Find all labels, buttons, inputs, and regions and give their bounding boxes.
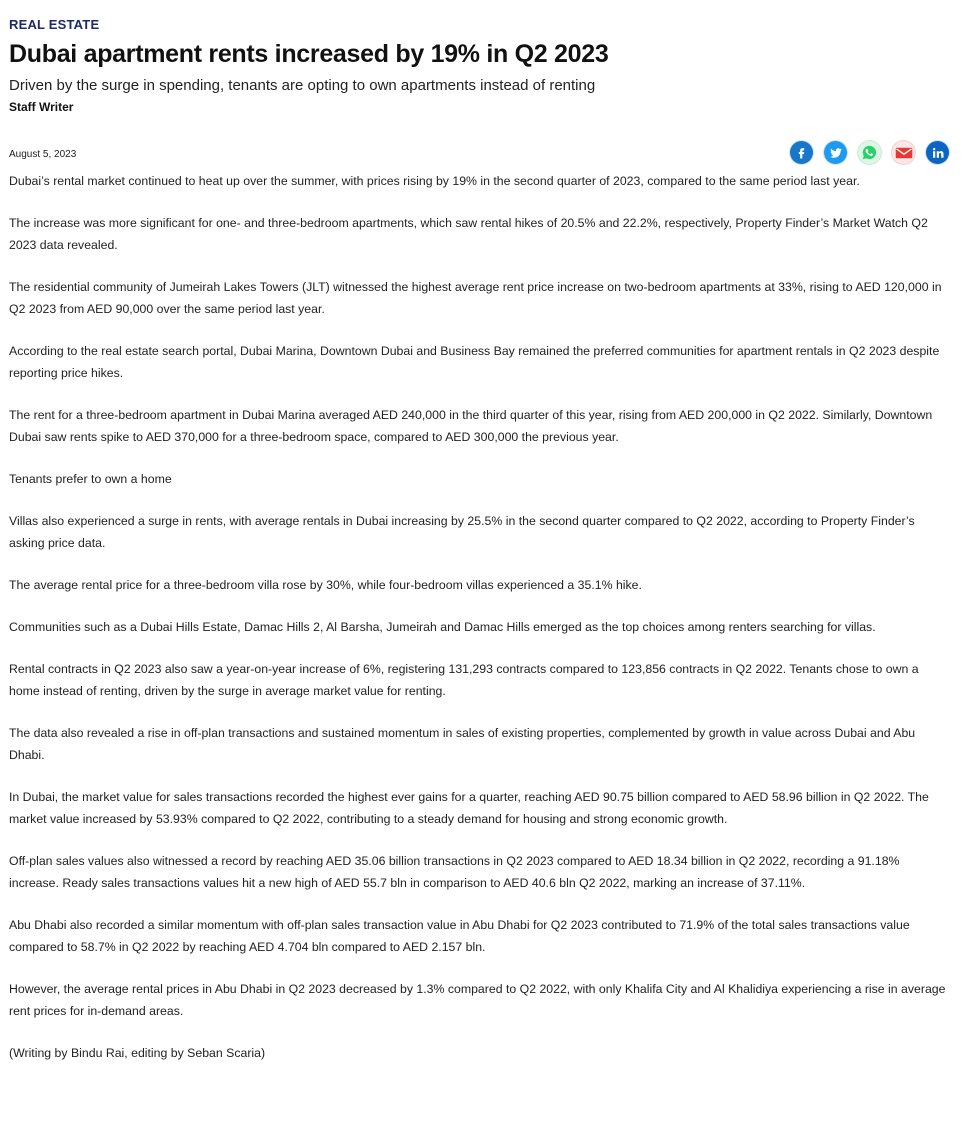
paragraph: The rent for a three-bedroom apartment in Dubai Marina averaged AED 240,000 in the third quarter of this year, rising from AED 200,000 in Q2 2022. Similarly, Downtown Dubai saw rents spike to AED 370,000 for a three-bedroom space, compared to AED 300,000 the previous year.: [9, 408, 933, 444]
article-body: [9, 170, 949, 1064]
category-link[interactable]: REAL ESTATE: [9, 17, 100, 32]
paragraph: Off-plan sales values also witnessed a record by reaching AED 35.06 billion transactions in Q2 2023 compared to AED 18.34 billion in Q2 2022, recording a 91.18% increase. Ready sales transactions values hit a new high of AED 55.7 bln in comparison to AED 40.6 bln Q2 2022, marking an increase of 37.11%.: [9, 854, 900, 890]
share-bar: [790, 141, 949, 164]
twitter-icon: [829, 146, 843, 160]
paragraph: The data also revealed a rise in off-plan transactions and sustained momentum in sales of existing properties, complemented by growth in value across Dubai and Abu Dhabi.: [9, 726, 916, 762]
article-meta: [9, 141, 949, 169]
paragraph: Abu Dhabi also recorded a similar momentum with off-plan sales transaction value in Abu Dhabi for Q2 2023 contributed to 71.9% of the total sales transactions value compared to 58.7% in Q2 2022 by reaching AED 4.704 bln compared to AED 2.157 bln.: [9, 918, 910, 954]
whatsapp-icon: [861, 144, 878, 161]
article-subtitle: Driven by the surge in spending, tenants are opting to own apartments instead of renting: [9, 77, 596, 94]
paragraph: The increase was more significant for one- and three-bedroom apartments, which saw rental hikes of 20.5% and 22.2%, respectively, Property Finder’s Market Watch Q2 2023 data revealed.: [9, 216, 928, 252]
author-byline: Staff Writer: [9, 100, 74, 114]
paragraph: The residential community of Jumeirah Lakes Towers (JLT) witnessed the highest average rent price increase on two-bedroom apartments at 33%, rising to AED 120,000 in Q2 2023 from AED 90,000 over the same period last year.: [9, 280, 942, 316]
paragraph: Rental contracts in Q2 2023 also saw a year-on-year increase of 6%, registering 131,293 contracts compared to 123,856 contracts in Q2 2022. Tenants chose to own a home instead of renting, driven by the surge in average market value for renting.: [9, 662, 919, 698]
whatsapp-share-button[interactable]: [858, 141, 881, 164]
paragraph: Communities such as a Dubai Hills Estate, Damac Hills 2, Al Barsha, Jumeirah and Damac Hills emerged as the top choices among renters searching for villas.: [9, 620, 876, 634]
linkedin-share-button[interactable]: [926, 141, 949, 164]
facebook-share-button[interactable]: [790, 141, 813, 164]
paragraph: According to the real estate search portal, Dubai Marina, Downtown Dubai and Business Bay remained the preferred communities for apartment rentals in Q2 2023 despite reporting price hikes.: [9, 344, 940, 380]
publish-date: August 5, 2023: [9, 149, 77, 160]
paragraph: In Dubai, the market value for sales transactions recorded the highest ever gains for a quarter, reaching AED 90.75 billion compared to AED 58.96 billion in Q2 2022. The market value increased by 53.93% compared to Q2 2022, contributing to a steady demand for housing and strong economic growth.: [9, 790, 929, 826]
paragraph: However, the average rental prices in Abu Dhabi in Q2 2023 decreased by 1.3% compared to Q2 2022, with only Khalifa City and Al Khalidiya experiencing a rise in average rent prices for in-demand areas.: [9, 982, 946, 1018]
credits: (Writing by Bindu Rai, editing by Seban Scaria): [9, 1046, 266, 1060]
twitter-share-button[interactable]: [824, 141, 847, 164]
paragraph: Villas also experienced a surge in rents, with average rentals in Dubai increasing by 25.5% in the second quarter compared to Q2 2022, according to Property Finder’s asking price data.: [9, 514, 915, 550]
email-icon: [895, 146, 913, 160]
paragraph: The average rental price for a three-bedroom villa rose by 30%, while four-bedroom villas experienced a 35.1% hike.: [9, 578, 642, 592]
email-share-button[interactable]: [892, 141, 915, 164]
paragraph: Dubai’s rental market continued to heat up over the summer, with prices rising by 19% in the second quarter of 2023, compared to the same period last year.: [9, 174, 860, 188]
section-heading: Tenants prefer to own a home: [9, 472, 172, 486]
article-title: Dubai apartment rents increased by 19% in Q2 2023: [9, 40, 609, 68]
facebook-icon: [795, 146, 808, 159]
linkedin-icon: [932, 147, 944, 159]
